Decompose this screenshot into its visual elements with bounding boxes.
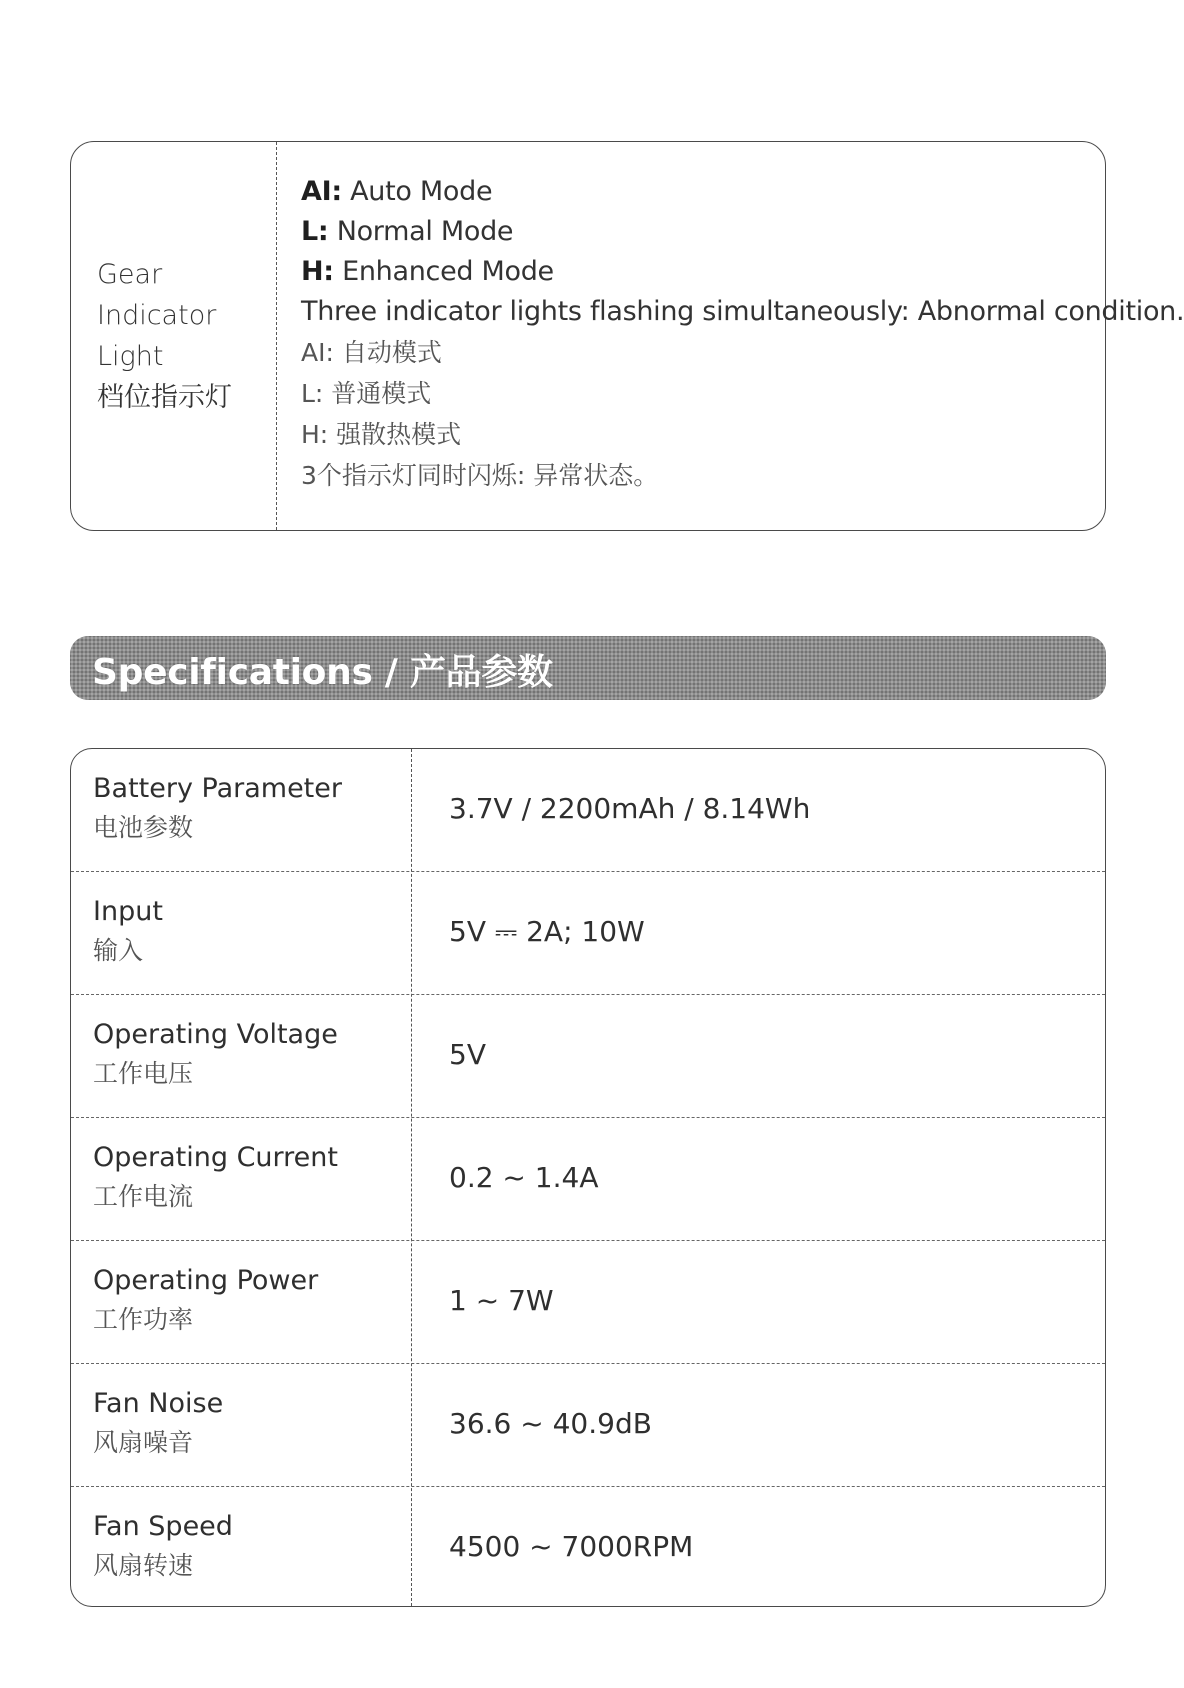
table-row	[71, 749, 1105, 872]
spec-name-zh: 工作功率	[93, 1305, 194, 1334]
table-row	[71, 872, 1105, 995]
mode-normal	[301, 212, 1095, 252]
mode-key: H:	[301, 256, 334, 287]
spec-name-zh: 风扇噪音	[93, 1428, 194, 1457]
mode-text: Normal Mode	[328, 216, 514, 247]
mode-enhanced-zh: H: 强散热模式	[301, 420, 462, 449]
spec-name: Operating Voltage	[93, 1019, 338, 1050]
table-row	[71, 1241, 1105, 1364]
gear-label-line: Indicator	[97, 300, 217, 331]
gear-indicator-label	[97, 254, 232, 418]
spec-name: Fan Noise	[93, 1388, 224, 1419]
specifications-banner	[70, 636, 1106, 700]
spec-name-zh: 风扇转速	[93, 1551, 194, 1580]
column-divider	[276, 142, 277, 530]
spec-name-zh: 电池参数	[93, 813, 194, 842]
mode-text: Auto Mode	[341, 176, 493, 207]
mode-auto	[301, 172, 1095, 212]
gear-label-line: Gear	[97, 259, 163, 290]
specifications-table	[70, 748, 1106, 1607]
table-row	[71, 1118, 1105, 1241]
spec-value: 36.6 ~ 40.9dB	[449, 1407, 652, 1440]
mode-normal-zh: L: 普通模式	[301, 379, 432, 408]
mode-key: L:	[301, 216, 329, 247]
abnormal-note: Three indicator lights flashing simultaneously: Abnormal condition.	[301, 296, 1184, 327]
table-row	[71, 1364, 1105, 1487]
spec-value: 5V	[449, 1038, 486, 1071]
spec-name-zh: 工作电流	[93, 1182, 194, 1211]
mode-key: AI:	[301, 176, 342, 207]
spec-name-zh: 输入	[93, 936, 144, 965]
mode-text: Enhanced Mode	[333, 256, 554, 287]
table-row	[71, 1487, 1105, 1607]
mode-auto-zh: AI: 自动模式	[301, 338, 442, 367]
spec-name-zh: 工作电压	[93, 1059, 194, 1088]
spec-name: Operating Power	[93, 1265, 319, 1296]
mode-enhanced	[301, 252, 1095, 292]
spec-name: Operating Current	[93, 1142, 338, 1173]
spec-value: 5V ⎓ 2A; 10W	[449, 915, 645, 948]
spec-name: Input	[93, 896, 163, 927]
spec-name: Battery Parameter	[93, 773, 342, 804]
specifications-title: Specifications / 产品参数	[92, 652, 553, 693]
gear-indicator-box	[70, 141, 1184, 531]
abnormal-note-zh: 3个指示灯同时闪烁: 异常状态。	[301, 461, 659, 490]
spec-value: 3.7V / 2200mAh / 8.14Wh	[449, 792, 811, 825]
spec-name: Fan Speed	[93, 1511, 233, 1542]
table-row	[71, 995, 1105, 1118]
gear-indicator-description	[301, 172, 1184, 496]
gear-label-zh: 档位指示灯	[97, 382, 232, 413]
spec-value: 4500 ~ 7000RPM	[449, 1530, 694, 1563]
spec-value: 0.2 ~ 1.4A	[449, 1161, 599, 1194]
gear-label-line: Light	[97, 341, 164, 372]
spec-value: 1 ~ 7W	[449, 1284, 554, 1317]
